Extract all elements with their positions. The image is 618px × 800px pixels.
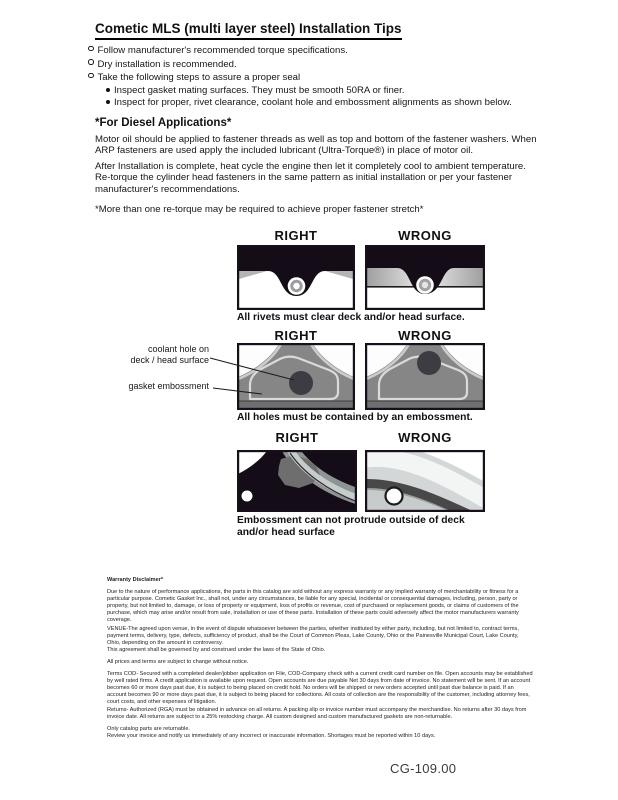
governing-law-line: This agreement shall be governed by and construed under the laws of the State of Ohio.: [107, 647, 326, 653]
right-header: RIGHT: [274, 228, 318, 243]
coolant-hole-circle: [289, 371, 313, 395]
diesel-paragraph-2: After Installation is complete, heat cycle the engine then let it completely cool to ambient temperature. Re-torque the cylinder head fasteners in the same pattern as initial installation or per your fastener manufacturer's recommendations.: [95, 161, 526, 195]
row1-caption: All rivets must clear deck and/or head surface.: [237, 312, 465, 323]
diagram-rivet-right: [237, 245, 355, 310]
gasket-bottom-strip: [238, 401, 354, 409]
tip-sub-item: [106, 97, 512, 108]
terms-paragraph: Terms COD- Secured with a completed dealer/jobber application on File, COD-Company check with a current credit card number on file. Open accounts may be established by well rated firms. A credit application is available upon request. Open accounts are due payable Net 30 days from date of invoice. No statement will be sent. If an account becomes 60 or more days past due, it is subject to being placed on credit hold. No orders will be shipped or new orders accepted until past due balance is paid. If an account becomes 90 or more days past due, it is subject to being placed for collections. All costs of collection are the responsibility of the customer, including attorney fees, court costs, and other expenses of litigation.: [107, 671, 533, 705]
hollow-bullet-icon: [88, 59, 94, 65]
tip-item: [88, 59, 237, 70]
tip-text: Inspect for proper, rivet clearance, coolant hole and embossment alignments as shown below.: [114, 97, 512, 108]
right-header: RIGHT: [274, 328, 318, 343]
coolant-hole-circle: [417, 351, 441, 375]
diagram-rivet-wrong: [365, 245, 485, 310]
rivet-icon: [416, 276, 434, 294]
coolant-hole-label: coolant hole on deck / head surface: [130, 344, 209, 365]
tip-text: Dry installation is recommended.: [97, 58, 237, 70]
row2-caption: All holes must be contained by an embossment.: [237, 412, 473, 423]
diesel-paragraph-1: Motor oil should be applied to fastener threads as well as top and bottom of the fastener washers. When ARP fasteners are used apply the included lubricant (Ultra-Torque®) in place of motor oil.: [95, 134, 537, 157]
right-header: RIGHT: [275, 430, 319, 445]
tip-text: Follow manufacturer's recommended torque specifications.: [97, 45, 348, 56]
tip-text: Take the following steps to assure a proper seal: [97, 72, 301, 83]
wrong-header: WRONG: [398, 228, 452, 243]
warranty-heading: Warranty Disclaimer*: [107, 577, 164, 583]
returns-paragraph: Returns- Authorized (RGA) must be obtained in advance on all returns. A packing slip or invoice number must accompany the merchandise. No returns after 30 days from invoice date. All returns are subject to a 25% restocking charge. All custom designed and custom manufactured gaskets are non-returnable.: [107, 707, 527, 720]
diagram-embossment-right: [237, 343, 355, 410]
row3-caption: Embossment can not protrude outside of deck and/or head surface: [237, 515, 465, 538]
hollow-bullet-icon: [88, 73, 94, 79]
retorque-note: *More than one re-torque may be required to achieve proper fastener stretch*: [95, 204, 424, 215]
tip-sub-item: [106, 85, 404, 96]
bolt-hole-circle: [386, 488, 403, 505]
page-title: Cometic MLS (multi layer steel) Installation Tips: [95, 21, 402, 40]
rivet-icon: [288, 277, 306, 295]
filled-bullet-icon: [106, 100, 110, 104]
review-invoice-line: Review your invoice and notify us immediately of any incorrect or inaccurate information. Shortages must be reported within 10 days.: [107, 733, 436, 739]
doc-code: CG-109.00: [390, 761, 457, 776]
tip-item: [88, 45, 348, 56]
wrong-header: WRONG: [398, 328, 452, 343]
gasket-embossment-label: gasket embossment: [128, 381, 209, 391]
venue-paragraph: VENUE-The agreed upon venue, in the event of dispute whatsoever between the parties, whether instituted by either party, including, but not limited to, contract terms, payment terms, delivery, type, defects, sufficiency of product, shall be the Court of Common Pleas, Lake County, Ohio or the Painesville Municipal Court, Lake County, Ohio, depending on the amount in controversy.: [107, 626, 519, 646]
warranty-paragraph: Due to the nature of performance applications, the parts in this catalog are sold without any express warranty or any implied warranty of merchantability or fitness for a particular purpose. Cometic Gasket Inc., shall not, under any circumstances, be liable for any special, incidental or consequential damages, including, person, party or property, but not limited to, damage, or loss of property or equipment, loss of profits or revenue, cost of purchased or replacement goods, or claims of customers of the purchase, which may arise and/or result from sale, installation or use of these parts. Installation of these parts could adversely affect the motor manufacturers warranty coverage.: [107, 589, 519, 623]
diesel-heading: *For Diesel Applications*: [95, 117, 232, 129]
gasket-bottom-strip: [366, 401, 484, 409]
catalog-returnable-line: Only catalog parts are returnable.: [107, 726, 191, 732]
bolt-hole-circle: [242, 491, 253, 502]
wrong-header: WRONG: [398, 430, 452, 445]
filled-bullet-icon: [106, 88, 110, 92]
hollow-bullet-icon: [88, 46, 94, 52]
diagram-embossment-wrong: [365, 343, 485, 410]
tip-text: Inspect gasket mating surfaces. They must be smooth 50RA or finer.: [114, 85, 405, 96]
tip-item: [88, 72, 300, 83]
diagram-protrusion-wrong: [365, 450, 485, 512]
diagram-protrusion-right: [237, 450, 357, 512]
prices-line: All prices and terms are subject to change without notice.: [107, 659, 249, 665]
